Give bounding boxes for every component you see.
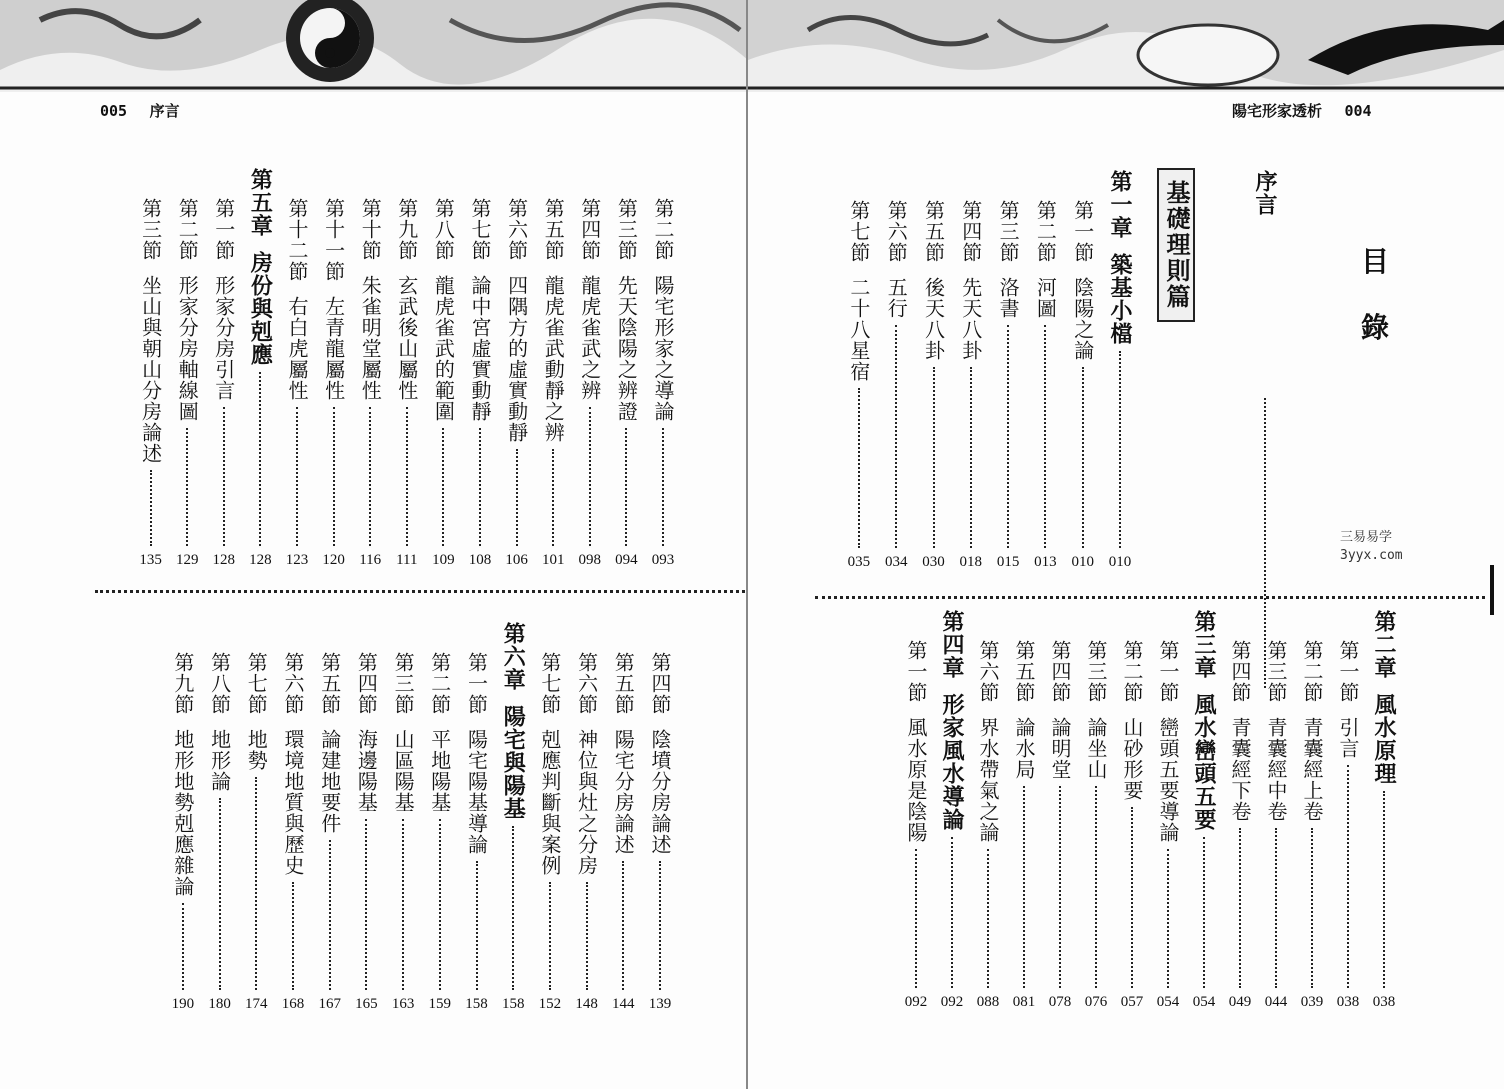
section-label — [1225, 640, 1255, 822]
leader-dots — [1007, 325, 1009, 548]
leader-dots — [1059, 786, 1061, 988]
entry-title: 海邊陽基 — [354, 729, 379, 813]
page-ref: 116 — [359, 552, 382, 568]
entry-number: 第一節 — [1156, 640, 1180, 703]
section-label — [1045, 640, 1075, 780]
page-ref: 165 — [355, 996, 378, 1012]
entry-number: 第三節 — [138, 198, 163, 261]
entry-title: 房份與剋應 — [247, 251, 274, 366]
page-ref: 038 — [1372, 994, 1396, 1010]
entry-title: 後天八卦 — [921, 277, 946, 361]
entry-number: 第四節 — [354, 652, 379, 715]
section-label — [608, 652, 638, 855]
right-page-banner — [748, 0, 1504, 92]
entry-number: 第三節 — [1264, 640, 1288, 703]
entry-number: 第五章 — [247, 168, 274, 237]
leader-dots — [512, 826, 514, 990]
section-label — [1117, 640, 1147, 801]
leader-dots — [182, 903, 184, 990]
leader-dots — [1347, 765, 1349, 988]
page-ref: 093 — [651, 552, 675, 568]
entry-number: 第八節 — [207, 652, 232, 715]
section-label — [538, 198, 568, 443]
leader-dots — [333, 407, 335, 546]
entry-number: 第二節 — [175, 198, 200, 261]
leader-dots — [1383, 791, 1385, 988]
entry-number: 第十一節 — [321, 198, 346, 282]
page-ref: 013 — [1034, 554, 1057, 570]
entry-number: 第一章 — [1107, 170, 1133, 239]
section-label — [575, 198, 605, 401]
section-label — [1030, 200, 1060, 319]
entry-title: 青囊經上卷 — [1300, 717, 1324, 822]
leader-dots — [933, 367, 935, 548]
page-ref: 106 — [505, 552, 528, 568]
page-ref: 015 — [996, 554, 1020, 570]
page-ref: 128 — [249, 552, 272, 568]
leader-dots — [150, 470, 152, 546]
entry-number: 第七節 — [244, 652, 269, 715]
page-ref: 094 — [615, 552, 638, 568]
page-ref: 049 — [1228, 994, 1252, 1010]
section-label — [502, 198, 532, 443]
entry-title: 論中宮虛實動靜 — [468, 275, 492, 422]
section-label — [315, 652, 345, 834]
entry-number: 第五節 — [1012, 640, 1036, 703]
entry-number: 第八節 — [431, 198, 456, 261]
entry-title: 陰陽之論 — [1070, 277, 1095, 361]
leader-dots — [1044, 325, 1046, 548]
entry-title: 形家分房引言 — [211, 275, 236, 401]
entry-title: 環境地質與歷史 — [281, 729, 305, 876]
leader-dots — [895, 325, 897, 548]
section-label — [1153, 640, 1183, 843]
section-label — [993, 200, 1023, 319]
page-ref: 108 — [468, 552, 492, 568]
page-ref: 167 — [318, 996, 341, 1012]
entry-title: 二十八星宿 — [846, 277, 871, 382]
leader-dots — [329, 840, 331, 990]
section-label — [1068, 200, 1098, 361]
page-ref: 030 — [922, 554, 945, 570]
page-ref: 144 — [612, 996, 635, 1012]
part-label: 基礎理則篇 — [1157, 168, 1195, 322]
leader-dots — [406, 407, 408, 546]
entry-title: 青囊經中卷 — [1264, 717, 1288, 822]
chapter-label — [245, 168, 275, 366]
section-label — [136, 198, 166, 464]
entry-number: 第二節 — [427, 652, 452, 715]
leader-dots — [223, 407, 225, 546]
page-ref: 092 — [904, 994, 928, 1010]
entry-number: 第一節 — [1070, 200, 1095, 263]
entry-title: 右白虎屬性 — [285, 296, 309, 401]
entry-title: 陽宅分房論述 — [611, 729, 636, 855]
entry-number: 第六節 — [976, 640, 1000, 703]
chapter-label — [1105, 170, 1135, 345]
page-ref: 152 — [538, 996, 562, 1012]
page-ref: 038 — [1336, 994, 1360, 1010]
right-page-header-title: 陽宅形家透析 — [1232, 102, 1323, 120]
leader-dots — [1119, 351, 1121, 548]
page-ref: 078 — [1048, 994, 1072, 1010]
leader-dots — [858, 388, 860, 548]
page-ref: 109 — [432, 552, 455, 568]
entry-title: 青囊經下卷 — [1228, 717, 1252, 822]
entry-title: 坐山與朝山分房論述 — [138, 275, 163, 464]
page-ref: 120 — [322, 552, 345, 568]
leader-dots — [1239, 828, 1241, 988]
entry-number: 第九節 — [394, 198, 419, 261]
chapter-label — [1189, 610, 1219, 831]
entry-number: 第五節 — [611, 652, 636, 715]
leader-dots — [1311, 828, 1313, 988]
page-ref: 111 — [396, 552, 418, 568]
entry-number: 第七節 — [468, 198, 492, 261]
leader-dots — [1023, 786, 1025, 988]
section-label — [392, 198, 422, 401]
right-page-header — [1232, 100, 1372, 121]
leader-dots — [659, 861, 661, 990]
page-ref: 139 — [648, 996, 672, 1012]
entry-number: 第四節 — [1228, 640, 1252, 703]
entry-number: 第九節 — [170, 652, 195, 715]
leader-dots — [622, 861, 624, 990]
entry-title: 龍虎雀武的範圍 — [431, 275, 456, 422]
entry-title: 龍虎雀武動靜之辨 — [541, 275, 566, 443]
leader-dots — [365, 819, 367, 990]
entry-title: 界水帶氣之論 — [976, 717, 1000, 843]
page-ref: 039 — [1300, 994, 1324, 1010]
section-label — [881, 200, 911, 319]
entry-number: 第十二節 — [285, 198, 309, 282]
section-label — [282, 198, 312, 401]
section-label — [319, 198, 349, 401]
left-page-number: 005 — [100, 102, 128, 120]
watermark-line-2: 3yyx.com — [1340, 548, 1403, 563]
section-divider-right — [815, 596, 1485, 599]
section-label — [209, 198, 239, 401]
leader-dots — [442, 428, 444, 546]
entry-title: 地形地勢剋應雜論 — [170, 729, 195, 897]
entry-number: 第三節 — [996, 200, 1021, 263]
entry-title: 形家風水導論 — [939, 693, 965, 831]
entry-title: 剋應判斷與案例 — [537, 729, 562, 876]
section-label — [956, 200, 986, 361]
entry-number: 第二節 — [1120, 640, 1144, 703]
entry-number: 第四章 — [939, 610, 965, 679]
section-label — [388, 652, 418, 813]
leader-dots — [439, 819, 441, 990]
section-label — [1081, 640, 1111, 780]
page-ref: 034 — [884, 554, 908, 570]
entry-number: 第七節 — [537, 652, 562, 715]
entry-title: 洛書 — [996, 277, 1021, 319]
entry-title: 風水原是陰陽 — [904, 717, 928, 843]
leader-dots — [951, 837, 953, 988]
section-label — [425, 652, 455, 813]
entry-title: 引言 — [1336, 717, 1360, 759]
page-ref: 159 — [428, 996, 452, 1012]
entry-title: 山砂形要 — [1120, 717, 1144, 801]
entry-title: 風水巒頭五要 — [1191, 693, 1217, 831]
chapter-label — [498, 622, 528, 820]
section-divider — [95, 590, 745, 593]
section-label — [901, 640, 931, 843]
page-ref: 092 — [940, 994, 964, 1010]
section-label — [1009, 640, 1039, 780]
entry-number: 第四節 — [577, 198, 602, 261]
section-label — [355, 198, 385, 401]
page-ref: 129 — [175, 552, 199, 568]
section-label — [535, 652, 565, 876]
chapter-label — [937, 610, 967, 831]
entry-title: 平地陽基 — [427, 729, 452, 813]
page-ref: 174 — [245, 996, 268, 1012]
entry-number: 第七節 — [846, 200, 871, 263]
leader-dots — [1095, 786, 1097, 988]
leader-dots — [369, 407, 371, 546]
leader-dots — [292, 882, 294, 990]
section-label — [648, 198, 678, 422]
section-label — [844, 200, 874, 382]
leader-dots — [259, 372, 261, 546]
entry-title: 論建地要件 — [317, 729, 342, 834]
section-label — [205, 652, 235, 792]
entry-title: 陰墳分房論述 — [648, 729, 672, 855]
leader-dots — [296, 407, 298, 546]
leader-dots — [970, 367, 972, 548]
entry-number: 第四節 — [648, 652, 672, 715]
entry-number: 第六節 — [281, 652, 305, 715]
entry-title: 陽宅形家之導論 — [651, 275, 675, 422]
leader-dots — [1203, 837, 1205, 988]
section-label — [645, 652, 675, 855]
entry-title: 風水原理 — [1371, 693, 1397, 785]
entry-number: 第六章 — [500, 622, 527, 691]
entry-title: 築基小檔 — [1107, 253, 1133, 345]
entry-title: 神位與灶之分房 — [574, 729, 599, 876]
section-label — [973, 640, 1003, 843]
leader-dots — [1167, 849, 1169, 988]
leader-dots — [479, 428, 481, 546]
entry-number: 第六節 — [574, 652, 599, 715]
entry-title: 龍虎雀武之辨 — [577, 275, 602, 401]
entry-number: 第二節 — [651, 198, 675, 261]
section-label — [241, 652, 271, 771]
leader-dots — [186, 428, 188, 546]
page-ref: 101 — [541, 552, 565, 568]
right-page-number: 004 — [1344, 102, 1372, 120]
watermark-line-1: 三易易学 — [1340, 530, 1393, 545]
section-label — [919, 200, 949, 361]
entry-title: 先天陰陽之辨證 — [614, 275, 639, 422]
left-page-banner — [0, 0, 748, 92]
entry-number: 第一節 — [464, 652, 489, 715]
section-label — [572, 652, 602, 876]
page-ref: 128 — [212, 552, 236, 568]
chapter-label — [1369, 610, 1399, 785]
entry-title: 先天八卦 — [958, 277, 983, 361]
entry-title: 河圖 — [1033, 277, 1058, 319]
toc-title-char-1: 目 — [1360, 245, 1389, 278]
page-ref: 135 — [139, 552, 162, 568]
entry-title: 五行 — [884, 277, 909, 319]
leader-dots — [552, 449, 554, 546]
entry-number: 第五節 — [317, 652, 342, 715]
toc-title-char-2: 錄 — [1360, 311, 1389, 344]
entry-number: 第三章 — [1191, 610, 1217, 679]
leader-dots — [476, 861, 478, 990]
leader-dots — [255, 777, 257, 990]
entry-title: 形家分房軸線圖 — [175, 275, 200, 422]
page-ref: 018 — [959, 554, 983, 570]
leader-dots — [219, 798, 221, 990]
entry-number: 第五節 — [921, 200, 946, 263]
entry-title: 論坐山 — [1084, 717, 1108, 780]
page-ref: 076 — [1084, 994, 1108, 1010]
leader-dots — [586, 882, 588, 990]
entry-title: 巒頭五要導論 — [1156, 717, 1180, 843]
entry-number: 第四節 — [1048, 640, 1072, 703]
page-ref: 163 — [391, 996, 415, 1012]
entry-number: 第二章 — [1371, 610, 1397, 679]
section-label — [428, 198, 458, 422]
page-ref: 158 — [465, 996, 488, 1012]
entry-title: 地勢 — [244, 729, 269, 771]
page-ref: 190 — [171, 996, 195, 1012]
leader-dots — [662, 428, 664, 546]
section-label — [1297, 640, 1327, 822]
entry-number: 第十節 — [358, 198, 383, 261]
entry-number: 第六節 — [504, 198, 529, 261]
page-ref: 098 — [578, 552, 602, 568]
section-label — [1333, 640, 1363, 759]
entry-number: 第二節 — [1300, 640, 1324, 703]
entry-title: 玄武後山屬性 — [394, 275, 419, 401]
page-ref: 123 — [285, 552, 309, 568]
page-ref: 158 — [501, 996, 525, 1012]
entry-number: 第三節 — [614, 198, 639, 261]
entry-title: 山區陽基 — [391, 729, 416, 813]
section-label — [351, 652, 381, 813]
entry-number: 第一節 — [904, 640, 928, 703]
page-ref: 035 — [847, 554, 871, 570]
section-label — [462, 652, 492, 855]
preface-title: 序言 — [1252, 170, 1278, 216]
section-label — [278, 652, 308, 876]
page-ref: 081 — [1012, 994, 1036, 1010]
entry-number: 第五節 — [541, 198, 566, 261]
entry-title: 左青龍屬性 — [321, 296, 346, 401]
section-label — [611, 198, 641, 422]
entry-number: 第三節 — [391, 652, 416, 715]
page-ref: 044 — [1264, 994, 1288, 1010]
entry-title: 四隅方的虛實動靜 — [504, 275, 529, 443]
section-label — [465, 198, 495, 422]
entry-number: 第二節 — [1033, 200, 1058, 263]
page-ref: 054 — [1156, 994, 1180, 1010]
entry-title: 論明堂 — [1048, 717, 1072, 780]
leader-dots — [987, 849, 989, 988]
entry-title: 朱雀明堂屬性 — [358, 275, 383, 401]
left-page-header-title: 序言 — [149, 102, 180, 120]
page-ref: 180 — [208, 996, 231, 1012]
page-ref: 010 — [1071, 554, 1094, 570]
page-ref: 088 — [976, 994, 1000, 1010]
page-ref: 168 — [281, 996, 305, 1012]
entry-number: 第三節 — [1084, 640, 1108, 703]
leader-dots — [549, 882, 551, 990]
entry-number: 第四節 — [958, 200, 983, 263]
leader-dots — [402, 819, 404, 990]
section-label — [168, 652, 198, 897]
page-edge-mark — [1490, 565, 1494, 615]
page-ref: 054 — [1192, 994, 1216, 1010]
entry-number: 第六節 — [884, 200, 909, 263]
leader-dots — [625, 428, 627, 546]
entry-title: 陽宅陽基導論 — [464, 729, 489, 855]
entry-title: 陽宅與陽基 — [500, 705, 527, 820]
entry-number: 第一節 — [1336, 640, 1360, 703]
section-label — [1261, 640, 1291, 822]
leader-dots — [1275, 828, 1277, 988]
entry-title: 地形論 — [207, 729, 232, 792]
page-ref: 010 — [1108, 554, 1132, 570]
entry-number: 第一節 — [211, 198, 236, 261]
leader-dots — [516, 449, 518, 546]
page-ref: 148 — [575, 996, 598, 1012]
leader-dots — [589, 407, 591, 546]
page-ref: 057 — [1120, 994, 1144, 1010]
leader-dots — [1131, 807, 1133, 988]
left-page — [0, 0, 748, 1089]
left-page-header — [100, 100, 180, 121]
entry-title: 論水局 — [1012, 717, 1036, 780]
leader-dots — [915, 849, 917, 988]
section-label — [172, 198, 202, 422]
leader-dots — [1082, 367, 1084, 548]
